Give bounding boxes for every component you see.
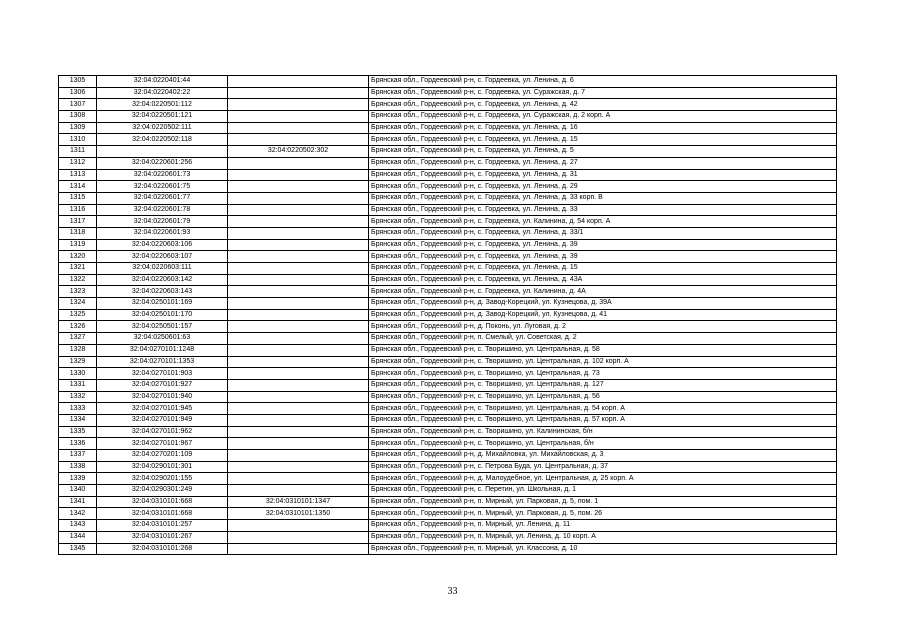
row-number-cell: 1306 [59, 87, 97, 99]
cadastral-number-cell: 32:04:0270101:927 [97, 379, 228, 391]
address-cell: Брянская обл., Гордеевский р-н, с. Творишино, ул. Центральная, д. 56 [369, 391, 837, 403]
related-cadastral-number-cell [228, 274, 369, 286]
row-number-cell: 1335 [59, 426, 97, 438]
related-cadastral-number-cell [228, 520, 369, 532]
row-number-cell: 1313 [59, 169, 97, 181]
related-cadastral-number-cell [228, 263, 369, 275]
address-cell: Брянская обл., Гордеевский р-н, п. Мирный, ул. Ленина, д. 10 корп. А [369, 531, 837, 543]
table-row [59, 181, 837, 193]
address-cell: Брянская обл., Гордеевский р-н, п. Мирный, ул. Классона, д. 10 [369, 543, 837, 555]
table-row [59, 450, 837, 462]
row-number-cell: 1336 [59, 438, 97, 450]
address-cell: Брянская обл., Гордеевский р-н, д. Михайловка, ул. Михайловская, д. 3 [369, 450, 837, 462]
cadastral-number-cell: 32:04:0220601:75 [97, 181, 228, 193]
cadastral-number-cell: 32:04:0270101:903 [97, 368, 228, 380]
table-row [59, 438, 837, 450]
cadastral-number-cell: 32:04:0310101:257 [97, 520, 228, 532]
related-cadastral-number-cell: 32:04:0220502:302 [228, 146, 369, 158]
row-number-cell: 1324 [59, 298, 97, 310]
address-cell: Брянская обл., Гордеевский р-н, с. Творишино, ул. Центральная, д. 102 корп. А [369, 356, 837, 368]
row-number-cell: 1343 [59, 520, 97, 532]
table-row [59, 204, 837, 216]
cadastral-number-cell: 32:04:0220402:22 [97, 87, 228, 99]
related-cadastral-number-cell [228, 368, 369, 380]
table-row [59, 485, 837, 497]
address-cell: Брянская обл., Гордеевский р-н, с. Гордеевка, ул. Ленина, д. 31 [369, 169, 837, 181]
address-cell: Брянская обл., Гордеевский р-н, с. Творишино, ул. Центральная, д. 73 [369, 368, 837, 380]
address-cell: Брянская обл., Гордеевский р-н, д. Завод-Корецкий, ул. Кузнецова, д. 39А [369, 298, 837, 310]
cadastral-number-cell: 32:04:0250501:157 [97, 321, 228, 333]
table-row [59, 379, 837, 391]
related-cadastral-number-cell [228, 356, 369, 368]
address-cell: Брянская обл., Гордеевский р-н, с. Гордеевка, ул. Калинина, д. 4А [369, 286, 837, 298]
cadastral-number-cell: 32:04:0220501:112 [97, 99, 228, 111]
row-number-cell: 1344 [59, 531, 97, 543]
row-number-cell: 1333 [59, 403, 97, 415]
address-cell: Брянская обл., Гордеевский р-н, с. Творишино, ул. Центральная, д. 57 корп. А [369, 414, 837, 426]
cadastral-number-cell: 32:04:0270101:962 [97, 426, 228, 438]
address-cell: Брянская обл., Гордеевский р-н, д. Малоудебное, ул. Центральная, д. 25 корп. А [369, 473, 837, 485]
cadastral-number-cell: 32:04:0250601:63 [97, 333, 228, 345]
address-cell: Брянская обл., Гордеевский р-н, с. Гордеевка, ул. Ленина, д. 33 корп. В [369, 192, 837, 204]
related-cadastral-number-cell [228, 321, 369, 333]
related-cadastral-number-cell [228, 391, 369, 403]
cadastral-number-cell: 32:04:0220603:106 [97, 239, 228, 251]
address-cell: Брянская обл., Гордеевский р-н, с. Гордеевка, ул. Ленина, д. 29 [369, 181, 837, 193]
table-row [59, 99, 837, 111]
row-number-cell: 1341 [59, 496, 97, 508]
address-cell: Брянская обл., Гордеевский р-н, п. Мирный, ул. Ленина, д. 11 [369, 520, 837, 532]
table-row [59, 414, 837, 426]
table-row [59, 309, 837, 321]
row-number-cell: 1310 [59, 134, 97, 146]
cadastral-number-cell: 32:04:0270101:1353 [97, 356, 228, 368]
row-number-cell: 1326 [59, 321, 97, 333]
cadastral-number-cell: 32:04:0220603:111 [97, 263, 228, 275]
cadastral-number-cell: 32:04:0220601:79 [97, 216, 228, 228]
cadastral-number-cell: 32:04:0250101:170 [97, 309, 228, 321]
row-number-cell: 1323 [59, 286, 97, 298]
related-cadastral-number-cell [228, 286, 369, 298]
address-cell: Брянская обл., Гордеевский р-н, с. Гордеевка, ул. Калинина, д. 54 корп. А [369, 216, 837, 228]
table-row [59, 344, 837, 356]
cadastral-number-cell: 32:04:0290301:249 [97, 485, 228, 497]
table-row [59, 496, 837, 508]
cadastral-number-cell: 32:04:0310101:668 [97, 508, 228, 520]
related-cadastral-number-cell [228, 450, 369, 462]
related-cadastral-number-cell [228, 485, 369, 497]
related-cadastral-number-cell [228, 99, 369, 111]
related-cadastral-number-cell [228, 461, 369, 473]
related-cadastral-number-cell [228, 122, 369, 134]
related-cadastral-number-cell [228, 403, 369, 415]
table-row [59, 520, 837, 532]
address-cell: Брянская обл., Гордеевский р-н, с. Перетин, ул. Школьная, д. 1 [369, 485, 837, 497]
related-cadastral-number-cell [228, 414, 369, 426]
address-cell: Брянская обл., Гордеевский р-н, с. Творишино, ул. Калининская, б/н [369, 426, 837, 438]
row-number-cell: 1345 [59, 543, 97, 555]
address-cell: Брянская обл., Гордеевский р-н, с. Гордеевка, ул. Ленина, д. 5 [369, 146, 837, 158]
row-number-cell: 1329 [59, 356, 97, 368]
row-number-cell: 1338 [59, 461, 97, 473]
cadastral-number-cell: 32:04:0220502:111 [97, 122, 228, 134]
table-row [59, 157, 837, 169]
address-cell: Брянская обл., Гордеевский р-н, д. Завод-Корецкий, ул. Кузнецова, д. 41 [369, 309, 837, 321]
table-row [59, 531, 837, 543]
table-row [59, 368, 837, 380]
address-cell: Брянская обл., Гордеевский р-н, с. Творишино, ул. Центральная, д. 127 [369, 379, 837, 391]
row-number-cell: 1340 [59, 485, 97, 497]
row-number-cell: 1337 [59, 450, 97, 462]
cadastral-number-cell: 32:04:0220501:121 [97, 111, 228, 123]
related-cadastral-number-cell [228, 473, 369, 485]
row-number-cell: 1332 [59, 391, 97, 403]
table-row [59, 543, 837, 555]
cadastral-number-cell: 32:04:0290101:301 [97, 461, 228, 473]
related-cadastral-number-cell [228, 543, 369, 555]
address-cell: Брянская обл., Гордеевский р-н, с. Творишино, ул. Центральная, д. 58 [369, 344, 837, 356]
row-number-cell: 1309 [59, 122, 97, 134]
row-number-cell: 1319 [59, 239, 97, 251]
related-cadastral-number-cell [228, 239, 369, 251]
table-row [59, 298, 837, 310]
address-cell: Брянская обл., Гордеевский р-н, с. Гордеевка, ул. Ленина, д. 15 [369, 263, 837, 275]
table-row [59, 473, 837, 485]
table-row [59, 251, 837, 263]
related-cadastral-number-cell [228, 204, 369, 216]
table-row [59, 274, 837, 286]
table-row [59, 263, 837, 275]
address-cell: Брянская обл., Гордеевский р-н, с. Гордеевка, ул. Ленина, д. 42 [369, 99, 837, 111]
row-number-cell: 1315 [59, 192, 97, 204]
cadastral-number-cell: 32:04:0220601:93 [97, 227, 228, 239]
related-cadastral-number-cell [228, 76, 369, 88]
related-cadastral-number-cell [228, 426, 369, 438]
table-row [59, 192, 837, 204]
row-number-cell: 1321 [59, 263, 97, 275]
address-cell: Брянская обл., Гордеевский р-н, с. Гордеевка, ул. Суражская, д. 2 корп. А [369, 111, 837, 123]
related-cadastral-number-cell [228, 157, 369, 169]
table-row [59, 286, 837, 298]
address-cell: Брянская обл., Гордеевский р-н, с. Творишино, ул. Центральная, д. 54 корп. А [369, 403, 837, 415]
address-cell: Брянская обл., Гордеевский р-н, с. Гордеевка, ул. Ленина, д. 39 [369, 251, 837, 263]
row-number-cell: 1316 [59, 204, 97, 216]
property-register-table [58, 75, 837, 555]
row-number-cell: 1317 [59, 216, 97, 228]
related-cadastral-number-cell [228, 227, 369, 239]
related-cadastral-number-cell [228, 87, 369, 99]
cadastral-number-cell: 32:04:0270101:967 [97, 438, 228, 450]
row-number-cell: 1330 [59, 368, 97, 380]
cadastral-number-cell: 32:04:0310101:267 [97, 531, 228, 543]
cadastral-number-cell: 32:04:0220401:44 [97, 76, 228, 88]
address-cell: Брянская обл., Гордеевский р-н, с. Гордеевка, ул. Суражская, д. 7 [369, 87, 837, 99]
table-row [59, 146, 837, 158]
address-cell: Брянская обл., Гордеевский р-н, с. Петрова Буда, ул. Центральная, д. 37 [369, 461, 837, 473]
cadastral-number-cell: 32:04:0220603:143 [97, 286, 228, 298]
cadastral-number-cell: 32:04:0310101:668 [97, 496, 228, 508]
related-cadastral-number-cell [228, 438, 369, 450]
table-row [59, 508, 837, 520]
cadastral-number-cell: 32:04:0220601:256 [97, 157, 228, 169]
cadastral-number-cell: 32:04:0220601:78 [97, 204, 228, 216]
address-cell: Брянская обл., Гордеевский р-н, п. Мирный, ул. Парковая, д. 5, пом. 1 [369, 496, 837, 508]
table-row [59, 356, 837, 368]
related-cadastral-number-cell [228, 192, 369, 204]
related-cadastral-number-cell [228, 298, 369, 310]
address-cell: Брянская обл., Гордеевский р-н, д. Поконь, ул. Луговая, д. 2 [369, 321, 837, 333]
address-cell: Брянская обл., Гордеевский р-н, с. Гордеевка, ул. Ленина, д. 43А [369, 274, 837, 286]
row-number-cell: 1305 [59, 76, 97, 88]
cadastral-number-cell: 32:04:0270101:940 [97, 391, 228, 403]
table-row [59, 216, 837, 228]
related-cadastral-number-cell [228, 251, 369, 263]
address-cell: Брянская обл., Гордеевский р-н, с. Гордеевка, ул. Ленина, д. 39 [369, 239, 837, 251]
table-row [59, 426, 837, 438]
cadastral-number-cell: 32:04:0220601:77 [97, 192, 228, 204]
address-cell: Брянская обл., Гордеевский р-н, п. Мирный, ул. Парковая, д. 5, пом. 26 [369, 508, 837, 520]
address-cell: Брянская обл., Гордеевский р-н, с. Творишино, ул. Центральная, б/н [369, 438, 837, 450]
row-number-cell: 1339 [59, 473, 97, 485]
table-row [59, 391, 837, 403]
table-body [59, 76, 837, 555]
address-cell: Брянская обл., Гордеевский р-н, с. Гордеевка, ул. Ленина, д. 16 [369, 122, 837, 134]
row-number-cell: 1308 [59, 111, 97, 123]
cadastral-number-cell: 32:04:0220603:142 [97, 274, 228, 286]
related-cadastral-number-cell [228, 379, 369, 391]
cadastral-number-cell: 32:04:0270101:1248 [97, 344, 228, 356]
table-row [59, 122, 837, 134]
related-cadastral-number-cell [228, 169, 369, 181]
related-cadastral-number-cell: 32:04:0310101:1347 [228, 496, 369, 508]
related-cadastral-number-cell [228, 216, 369, 228]
row-number-cell: 1331 [59, 379, 97, 391]
row-number-cell: 1322 [59, 274, 97, 286]
table-row [59, 333, 837, 345]
table-row [59, 403, 837, 415]
row-number-cell: 1312 [59, 157, 97, 169]
cadastral-number-cell [97, 146, 228, 158]
table-row [59, 76, 837, 88]
address-cell: Брянская обл., Гордеевский р-н, с. Гордеевка, ул. Ленина, д. 15 [369, 134, 837, 146]
row-number-cell: 1318 [59, 227, 97, 239]
row-number-cell: 1325 [59, 309, 97, 321]
row-number-cell: 1342 [59, 508, 97, 520]
cadastral-number-cell: 32:04:0220601:73 [97, 169, 228, 181]
related-cadastral-number-cell [228, 134, 369, 146]
table-row [59, 321, 837, 333]
related-cadastral-number-cell [228, 333, 369, 345]
row-number-cell: 1311 [59, 146, 97, 158]
related-cadastral-number-cell [228, 111, 369, 123]
related-cadastral-number-cell [228, 309, 369, 321]
cadastral-number-cell: 32:04:0310101:268 [97, 543, 228, 555]
table-row [59, 239, 837, 251]
cadastral-number-cell: 32:04:0290201:155 [97, 473, 228, 485]
table-row [59, 169, 837, 181]
address-cell: Брянская обл., Гордеевский р-н, с. Гордеевка, ул. Ленина, д. 33/1 [369, 227, 837, 239]
table-row [59, 111, 837, 123]
row-number-cell: 1320 [59, 251, 97, 263]
address-cell: Брянская обл., Гордеевский р-н, с. Гордеевка, ул. Ленина, д. 6 [369, 76, 837, 88]
related-cadastral-number-cell [228, 344, 369, 356]
related-cadastral-number-cell: 32:04:0310101:1350 [228, 508, 369, 520]
table-row [59, 134, 837, 146]
cadastral-number-cell: 32:04:0220502:118 [97, 134, 228, 146]
table-row [59, 227, 837, 239]
row-number-cell: 1328 [59, 344, 97, 356]
page-number: 33 [447, 586, 458, 597]
cadastral-number-cell: 32:04:0250101:169 [97, 298, 228, 310]
row-number-cell: 1334 [59, 414, 97, 426]
cadastral-number-cell: 32:04:0270201:109 [97, 450, 228, 462]
address-cell: Брянская обл., Гордеевский р-н, п. Смелый, ул. Советская, д. 2 [369, 333, 837, 345]
related-cadastral-number-cell [228, 181, 369, 193]
address-cell: Брянская обл., Гордеевский р-н, с. Гордеевка, ул. Ленина, д. 27 [369, 157, 837, 169]
address-cell: Брянская обл., Гордеевский р-н, с. Гордеевка, ул. Ленина, д. 33 [369, 204, 837, 216]
cadastral-number-cell: 32:04:0220603:107 [97, 251, 228, 263]
row-number-cell: 1307 [59, 99, 97, 111]
cadastral-number-cell: 32:04:0270101:949 [97, 414, 228, 426]
related-cadastral-number-cell [228, 531, 369, 543]
row-number-cell: 1327 [59, 333, 97, 345]
table-row [59, 87, 837, 99]
cadastral-number-cell: 32:04:0270101:945 [97, 403, 228, 415]
table-row [59, 461, 837, 473]
row-number-cell: 1314 [59, 181, 97, 193]
